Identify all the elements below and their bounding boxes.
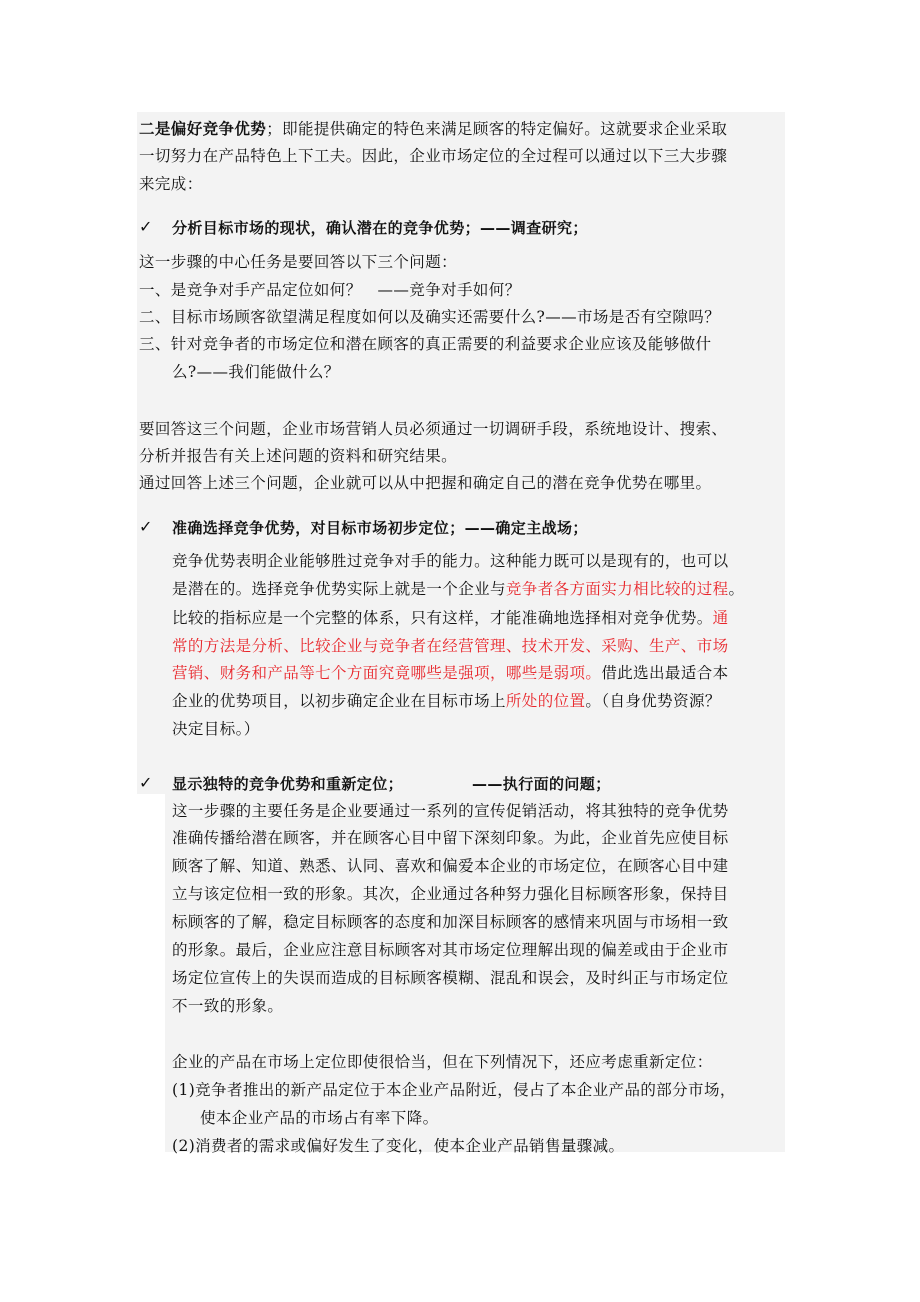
intro-rest: ；即能提供确定的特色来满足顾客的特定偏好。这就要求企业采取 (266, 120, 728, 138)
step3-line-2: 准确传播给潜在顾客，并在顾客心目中留下深刻印象。为此，企业首先应使目标 (172, 829, 729, 847)
step3-item-2: (2)消费者的需求或偏好发生了变化，使本企业产品销售量骤减。 (172, 1137, 625, 1155)
intro-line-1 (139, 118, 727, 140)
step2-highlight: 竞争者各方面实力相比较的过程 (505, 580, 729, 598)
step3-line-4: 立与该定位相一致的形象。其次，企业通过各种努力强化目标顾客形象，保持目 (172, 885, 729, 903)
step3-line-6: 的形象。最后，企业应注意目标顾客对其市场定位理解出现的偏差或由于企业市 (172, 941, 729, 959)
step2-highlight: 营销、财务和产品等七个方面究竟哪些是强项，哪些是弱项。 (172, 664, 602, 682)
step1-line-5: 么?——我们能做什么？ (172, 363, 340, 381)
step1-line-4: 三、针对竞争者的市场定位和潜在顾客的真正需要的利益要求企业应该及能够做什 (139, 335, 712, 353)
step2-highlight: 通 (712, 609, 729, 627)
step2-heading: 准确选择竞争优势，对目标市场初步定位；——确定主战场； (172, 519, 588, 537)
step2-text: 。（自身优势资源？ (585, 692, 721, 710)
step2-highlight: 所处的位置 (505, 692, 586, 710)
step2-text: 比较的指标应是一个完整的体系，只有这样，才能准确地选择相对竞争优势。 (172, 609, 713, 627)
step2-line-5 (172, 662, 729, 684)
step3-reposition: 企业的产品在市场上定位即使很恰当，但在下列情况下，还应考虑重新定位： (172, 1053, 713, 1071)
step2-text: 是潜在的。选择竞争优势实际上就是一个企业与 (172, 580, 506, 598)
step2-line-7: 决定目标。） (172, 720, 260, 738)
step1-line-1: 这一步骤的中心任务是要回答以下三个问题： (139, 253, 458, 271)
step1-line-3: 二、目标市场顾客欲望满足程度如何以及确实还需要什么?——市场是否有空隙吗？ (139, 308, 721, 326)
step3-heading-tail: ——执行面的问题； (472, 775, 611, 793)
step3-line-7: 场定位宣传上的失误而造成的目标顾客模糊、混乱和误会，及时纠正与市场定位 (172, 969, 729, 987)
step2-line-1: 竞争优势表明企业能够胜过竞争对手的能力。这种能力既可以是现有的，也可以 (172, 552, 729, 570)
step1-heading: 分析目标市场的现状，确认潜在的竞争优势；——调查研究； (172, 219, 588, 237)
step3-item-1-cont: 使本企业产品的市场占有率下降。 (200, 1109, 439, 1127)
check-icon: ✓ (139, 517, 153, 536)
step3-line-1: 这一步骤的主要任务是企业要通过一系列的宣传促销活动，将其独特的竞争优势 (172, 802, 729, 820)
intro-line-2: 一切努力在产品特色上下工夫。因此，企业市场定位的全过程可以通过以下三大步骤 (139, 147, 728, 165)
step1-line-2: 一、是竞争对手产品定位如何？ ——竞争对手如何？ (139, 281, 521, 299)
step2-text: 企业的优势项目，以初步确定企业在目标市场上 (172, 692, 506, 710)
check-icon: ✓ (139, 773, 153, 792)
step1-after-1: 要回答这三个问题，企业市场营销人员必须通过一切调研手段，系统地设计、搜索、 (139, 420, 728, 438)
check-icon: ✓ (139, 217, 153, 236)
intro-bold: 二是偏好竞争优势 (139, 119, 267, 138)
step1-after-2: 分析并报告有关上述问题的资料和研究结果。 (139, 447, 458, 465)
step2-line-2 (172, 578, 744, 600)
step2-line-6 (172, 690, 721, 712)
intro-line-3: 来完成： (139, 175, 203, 193)
step3-line-8: 不一致的形象。 (172, 997, 284, 1015)
step3-line-5: 标顾客的了解，稳定目标顾客的态度和加深目标顾客的感情来巩固与市场相一致 (172, 913, 729, 931)
step2-text: 借此选出最适合本 (601, 664, 729, 682)
step2-text: 。 (728, 580, 745, 598)
step3-item-1: (1)竞争者推出的新产品定位于本企业产品附近，侵占了本企业产品的部分市场， (172, 1081, 736, 1099)
step3-line-3: 顾客了解、知道、熟悉、认同、喜欢和偏爱本企业的市场定位，在顾客心目中建 (172, 857, 729, 875)
step3-heading: 显示独特的竞争优势和重新定位； (172, 775, 404, 793)
step2-line-4: 常的方法是分析、比较企业与竞争者在经营管理、技术开发、采购、生产、市场 (172, 637, 729, 655)
step1-after-3: 通过回答上述三个问题，企业就可以从中把握和确定自己的潜在竞争优势在哪里。 (139, 474, 712, 492)
step2-line-3 (172, 607, 729, 629)
